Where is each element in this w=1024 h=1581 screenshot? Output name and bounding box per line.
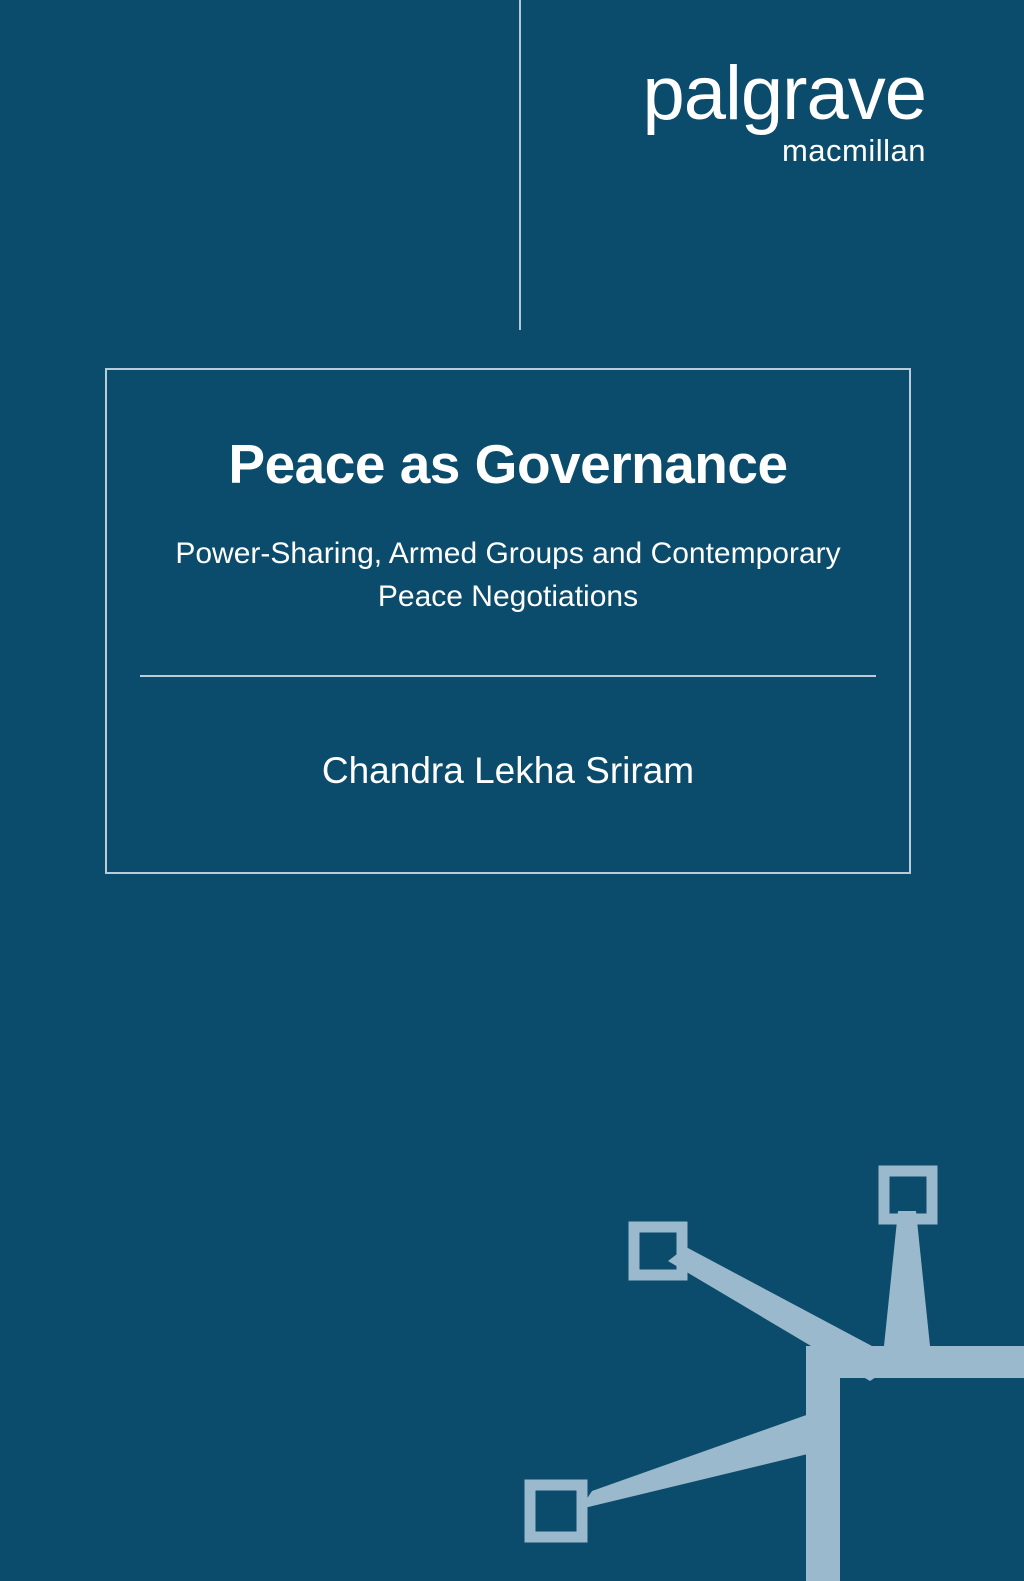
book-author: Chandra Lekha Sriram xyxy=(321,750,695,791)
network-nodes-decoration-icon xyxy=(0,1061,1024,1581)
title-divider xyxy=(140,675,876,677)
title-frame xyxy=(105,368,911,874)
publisher-name-sub: macmillan xyxy=(781,133,926,169)
publisher-logo xyxy=(642,51,926,169)
vertical-rule xyxy=(519,0,521,330)
publisher-name-main: palgrave xyxy=(642,51,926,136)
book-subtitle: Power-Sharing, Armed Groups and Contemporary Peace Negotiations xyxy=(175,537,841,613)
book-title: Peace as Governance xyxy=(228,433,788,495)
